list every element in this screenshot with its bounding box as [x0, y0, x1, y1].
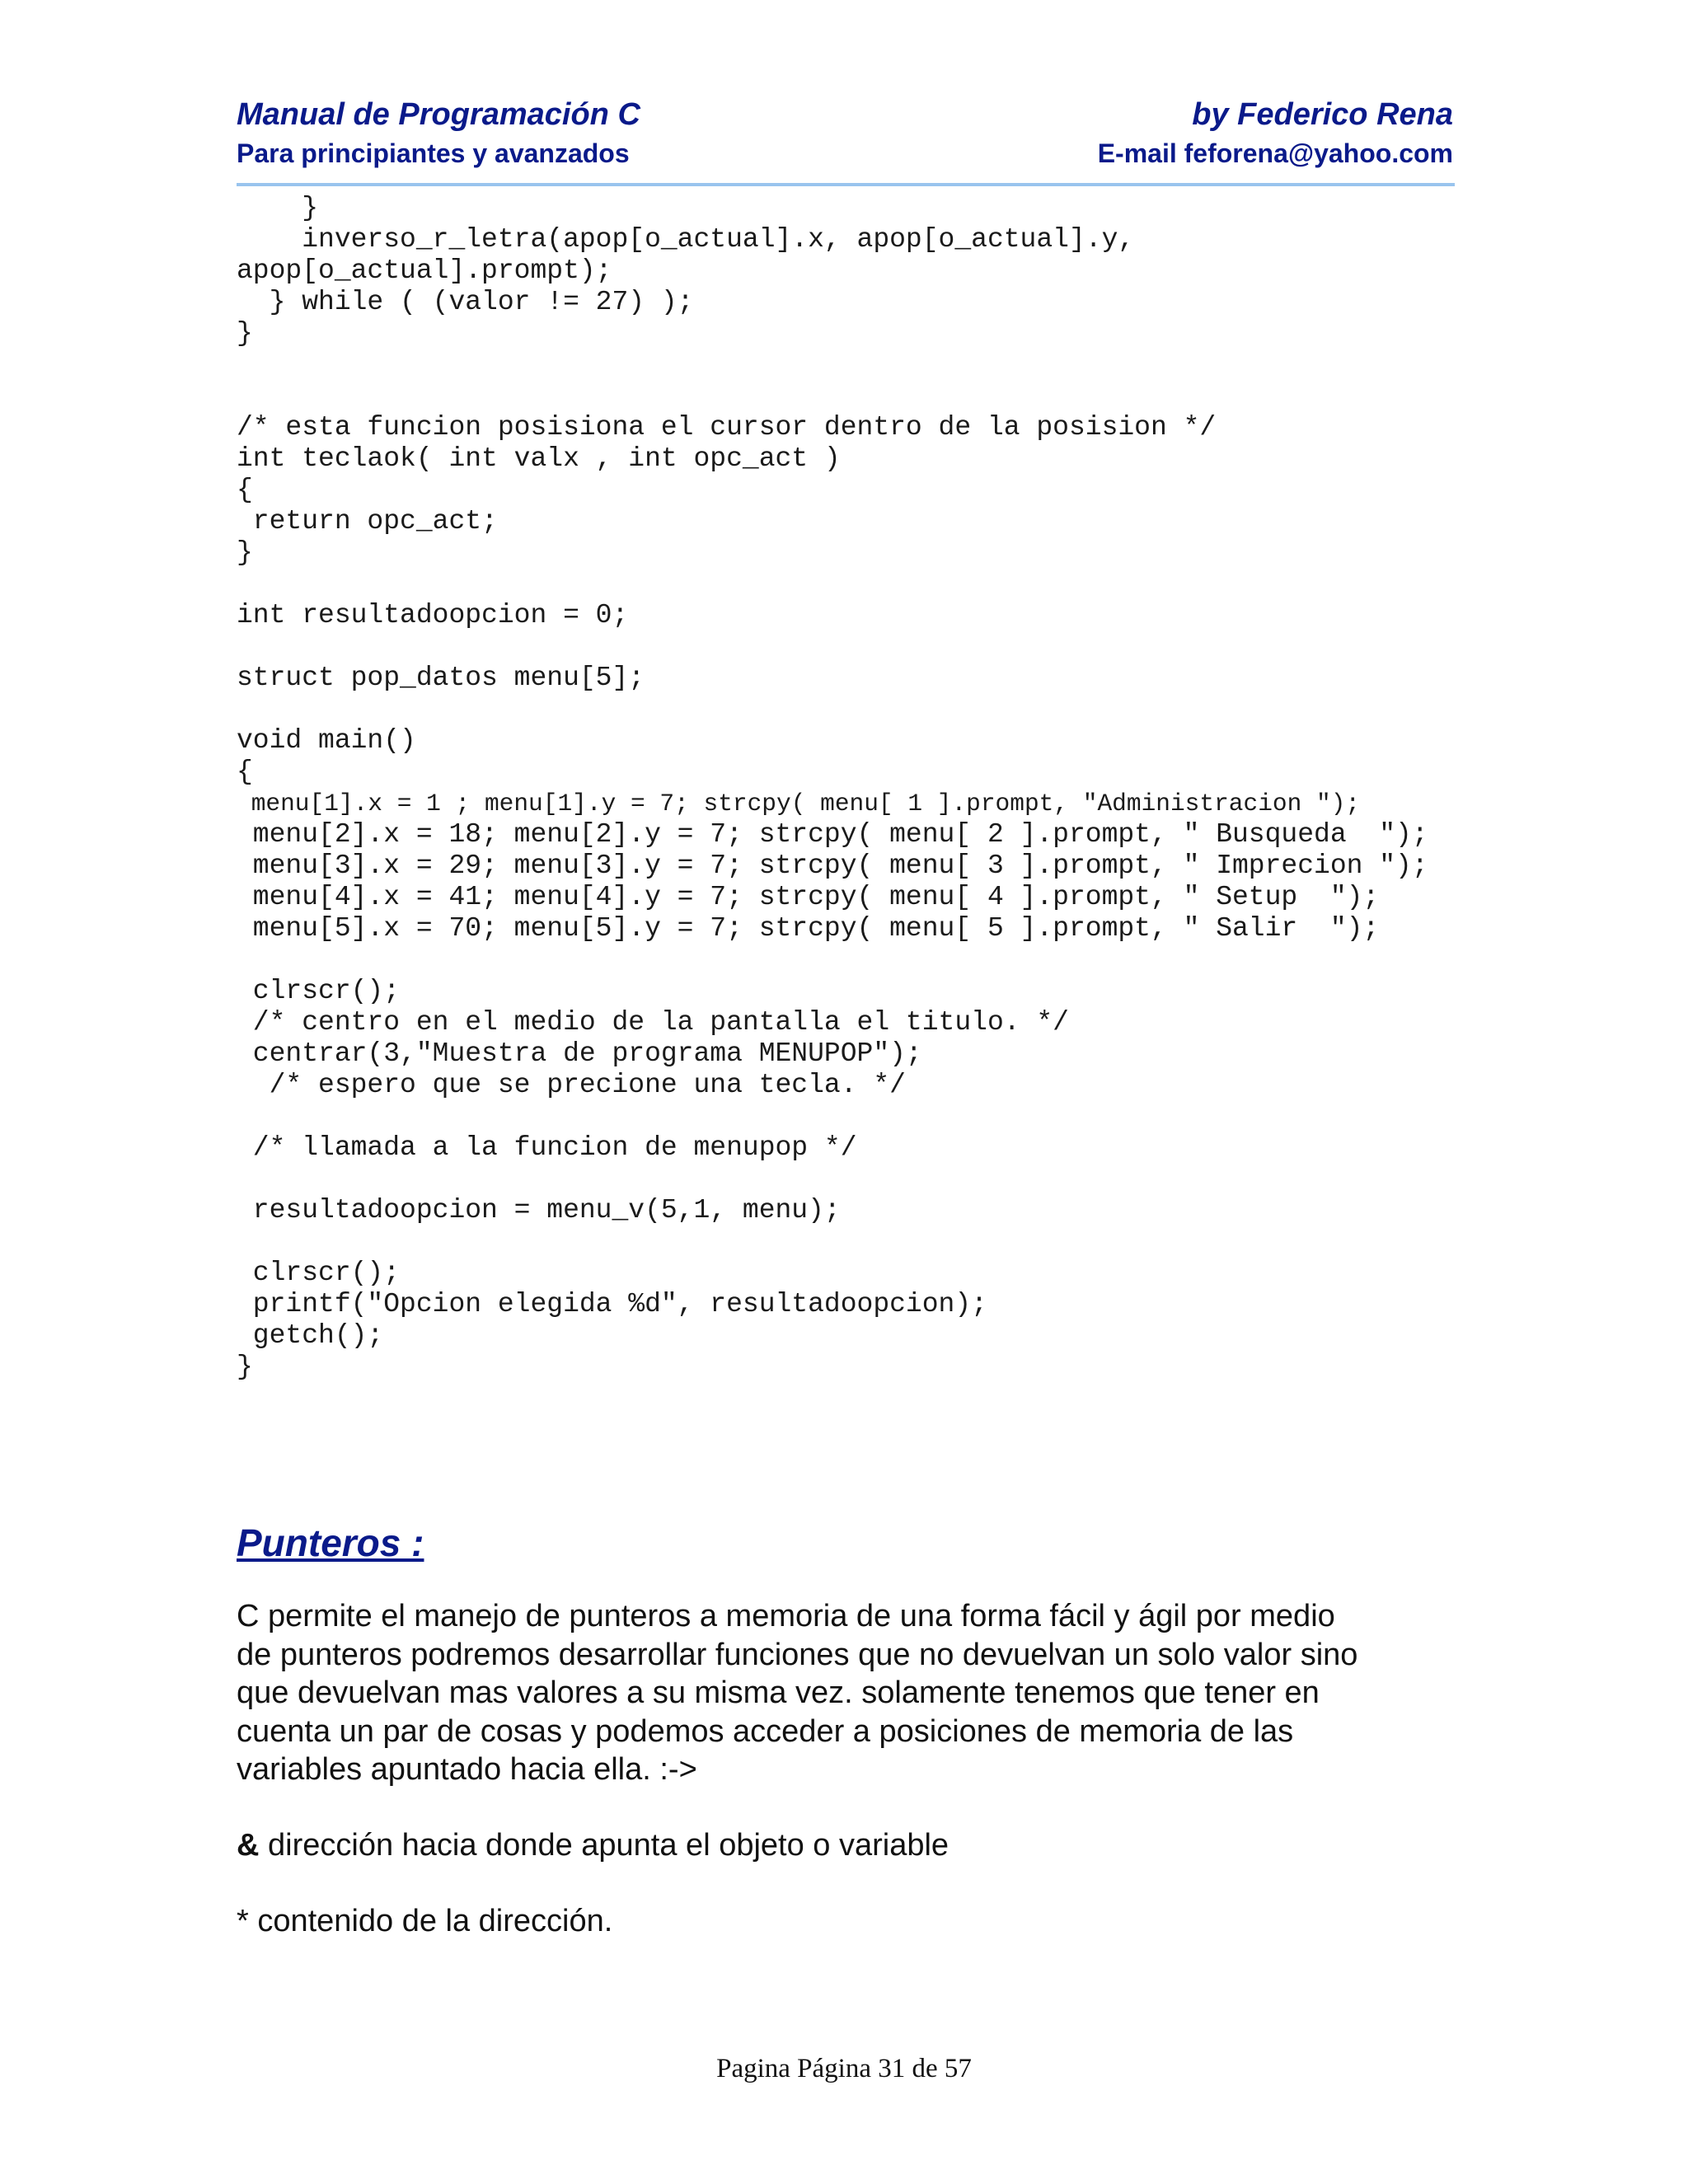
- ampersand-symbol: &: [237, 1828, 260, 1863]
- code-line: } while ( (valor != 27) );: [237, 287, 694, 317]
- code-line: /* espero que se precione una tecla. */: [237, 1070, 906, 1100]
- code-line: apop[o_actual].prompt);: [237, 255, 612, 286]
- code-line: [237, 349, 1456, 381]
- code-line: int resultadoopcion = 0;: [237, 600, 629, 630]
- code-line: clrscr();: [237, 976, 401, 1006]
- code-line: void main(): [237, 725, 416, 756]
- code-line: struct pop_datos menu[5];: [237, 663, 645, 693]
- code-line: [237, 694, 1456, 725]
- paragraph-line: que devuelvan mas valores a su misma vez. solamente tenemos que tener en: [237, 1675, 1320, 1710]
- code-line: /* llamada a la funcion de menupop */: [237, 1132, 857, 1163]
- code-line: menu[1].x = 1 ; menu[1].y = 7; strcpy( menu[ 1 ].prompt, "Administracion ");: [237, 790, 1361, 818]
- code-line: /* esta funcion posisiona el cursor dentro de la posision */: [237, 412, 1217, 443]
- pointer-operator-contents: * contenido de la dirección.: [237, 1904, 613, 1938]
- address-description: dirección hacia donde apunta el objeto o variable: [259, 1828, 950, 1863]
- code-line: menu[4].x = 41; menu[4].y = 7; strcpy( menu[ 4 ].prompt, " Setup ");: [237, 882, 1380, 912]
- section-title: Punteros :: [237, 1521, 424, 1564]
- code-line: }: [237, 537, 253, 568]
- code-line: return opc_act;: [237, 506, 498, 537]
- page-header: [237, 97, 1455, 186]
- code-line: /* centro en el medio de la pantalla el titulo. */: [237, 1007, 1069, 1038]
- code-line: [237, 1226, 1456, 1258]
- code-line: centrar(3,"Muestra de programa MENUPOP");: [237, 1038, 922, 1069]
- author-email: E-mail feforena@yahoo.com: [1097, 138, 1453, 168]
- code-line: [237, 631, 1456, 663]
- manual-title: Manual de Programación C: [237, 97, 640, 132]
- code-line: [237, 1164, 1456, 1195]
- code-line: {: [237, 475, 253, 505]
- author-name: by Federico Rena: [1192, 97, 1453, 132]
- paragraph-line: cuenta un par de cosas y podemos acceder a posiciones de memoria de las: [237, 1713, 1294, 1749]
- pointer-operator-address: [237, 1828, 949, 1863]
- paragraph-line: variables apuntado hacia ella. :->: [237, 1752, 697, 1787]
- page-footer: Pagina Página 31 de 57: [716, 2054, 972, 2083]
- code-line: [237, 381, 1456, 412]
- code-line: [237, 569, 1456, 600]
- code-line: [237, 1101, 1456, 1132]
- code-listing: [237, 193, 1456, 1383]
- paragraph-line: C permite el manejo de punteros a memoria de una forma fácil y ágil por medio: [237, 1599, 1335, 1633]
- section-paragraph: [237, 1597, 1456, 1789]
- paragraph-line: de punteros podremos desarrollar funciones que no devuelvan un solo valor sino: [237, 1637, 1358, 1672]
- manual-subtitle: Para principiantes y avanzados: [237, 138, 630, 168]
- code-line: int teclaok( int valx , int opc_act ): [237, 443, 841, 474]
- code-line: }: [237, 1352, 253, 1382]
- code-line: menu[3].x = 29; menu[3].y = 7; strcpy( menu[ 3 ].prompt, " Imprecion ");: [237, 851, 1428, 881]
- code-line: }: [237, 193, 319, 223]
- code-line: clrscr();: [237, 1258, 401, 1288]
- code-line: inverso_r_letra(apop[o_actual].x, apop[o_actual].y,: [237, 224, 1135, 255]
- code-line: resultadoopcion = menu_v(5,1, menu);: [237, 1195, 841, 1226]
- code-line: {: [237, 757, 253, 787]
- code-line: menu[5].x = 70; menu[5].y = 7; strcpy( menu[ 5 ].prompt, " Salir ");: [237, 913, 1380, 944]
- code-line: menu[2].x = 18; menu[2].y = 7; strcpy( menu[ 2 ].prompt, " Busqueda ");: [237, 819, 1428, 850]
- code-line: printf("Opcion elegida %d", resultadoopcion);: [237, 1289, 987, 1319]
- code-line: }: [237, 318, 253, 349]
- code-line: getch();: [237, 1320, 384, 1351]
- code-line: [237, 944, 1456, 976]
